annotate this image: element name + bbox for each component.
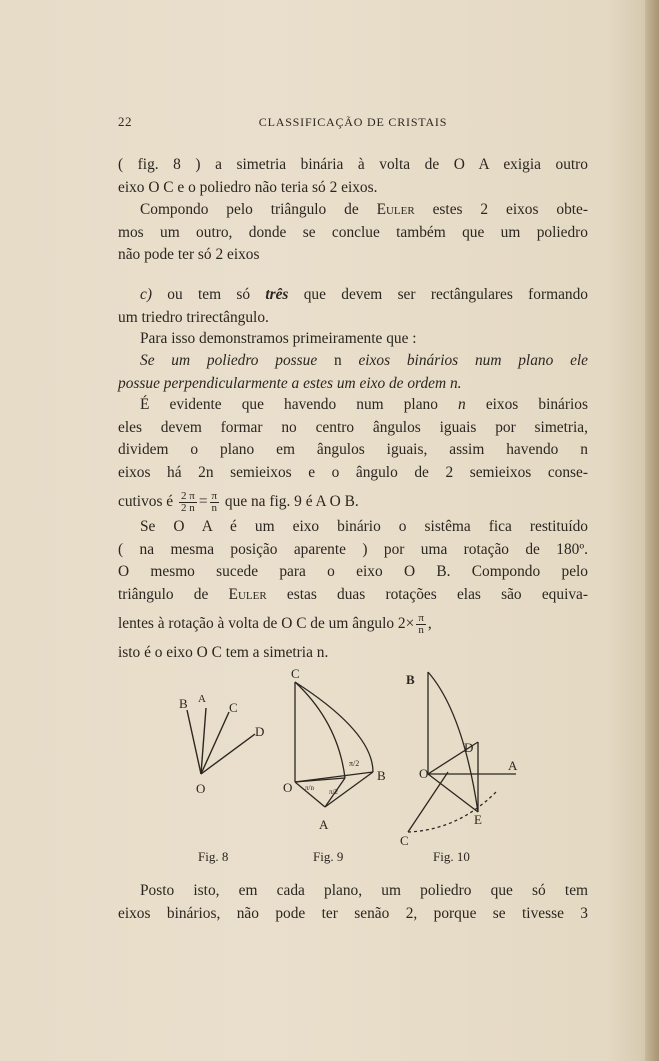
text-run: , (427, 615, 432, 632)
text-line: eixo O C e o poliedro não teria só 2 eixos. (118, 178, 378, 196)
equals-sign: = (198, 493, 208, 510)
text-run: triângulo de (118, 585, 229, 603)
text-run: estas duas rotações elas são equiva- (266, 585, 588, 603)
text-run: eixos binários num plano ele (358, 352, 589, 369)
text-line: eles devem formar no centro ângulos iguais por simetria, (118, 418, 588, 436)
paragraph-4 (118, 328, 588, 351)
caption-fig-9: Fig. 9 (313, 849, 344, 864)
paragraph-8 (118, 880, 588, 925)
fraction-pi-n: $\frac{\pi}{n}$ (211, 489, 218, 514)
text-line (118, 350, 588, 373)
running-header (118, 114, 588, 134)
text-line: isto é o eixo O C tem a simetria n. (118, 644, 329, 661)
text-line: eixos há 2n semieixos e o ângulo de 2 semieixos conse- (118, 463, 588, 481)
paragraph-2 (118, 199, 588, 267)
text-line: ( fig. 8 ) a simetria binária à volta de O A exigia outro (118, 156, 588, 173)
label-o: O (283, 780, 293, 795)
label-d: D (464, 740, 474, 755)
label-a: A (198, 693, 206, 705)
text-run: cutivos é (118, 493, 174, 510)
text-line (118, 394, 588, 417)
text-run: n (458, 396, 466, 413)
text-line: mos um outro, donde se conclue também que um poliedro (118, 223, 588, 241)
euler-name: Euler (228, 585, 267, 603)
text-run: eixos binários (465, 396, 588, 413)
text-line (118, 199, 588, 222)
fraction-2pi-2n: $\frac{2 \pi}{2 n}$ (181, 489, 195, 514)
text-line: dividem o plano em ângulos iguais, assim havendo n (118, 441, 588, 458)
page-number: 22 (118, 114, 132, 129)
label-a: A (508, 758, 518, 773)
label-angle-pi-n: π/n (305, 784, 314, 792)
label-angle-pi-2: π/2 (329, 788, 338, 796)
formula-line (118, 484, 588, 520)
text-run: lentes à rotação à volta de O C de um ângulo 2 (118, 615, 406, 632)
label-c: C (291, 666, 300, 681)
caption-fig-10: Fig. 10 (433, 849, 470, 864)
label-d: D (255, 724, 265, 739)
caption-fig-8: Fig. 8 (198, 849, 229, 864)
paragraph-6 (118, 394, 588, 520)
text-line (118, 584, 588, 607)
text-run: estes 2 eixos obte- (414, 201, 588, 218)
paragraph-3 (118, 284, 588, 329)
text-run: evidente que havendo num plano (149, 396, 459, 413)
figures-row (118, 662, 588, 872)
text-line: Posto isto, em cada plano, um poliedro que só tem (140, 882, 588, 899)
text-line: Para isso demonstramos primeiramente que : (140, 330, 417, 347)
euler-name: Euler (376, 201, 415, 218)
text-run: que devem ser rectângulares formando (288, 286, 588, 303)
figure-10-diagram (388, 662, 528, 847)
item-marker: c) (140, 286, 152, 303)
theorem-statement (118, 350, 588, 395)
label-c: C (400, 833, 409, 847)
label-a: A (319, 817, 329, 832)
text-line (118, 284, 588, 307)
text-line: ( na mesma posição aparente ) por uma rotação de 180º. (118, 540, 588, 558)
text-line: eixos binários, não pode ter senão 2, porque se tivesse 3 (118, 904, 588, 922)
text-run: Compondo pelo triângulo de (140, 201, 377, 218)
label-o: O (196, 781, 206, 796)
label-o: O (419, 766, 429, 781)
label-b: B (179, 696, 188, 711)
text-run: ou tem só (151, 286, 266, 303)
text-line: não pode ter só 2 eixos (118, 246, 260, 263)
text-line: Se O A é um eixo binário o sistêma fica restituído (140, 518, 588, 535)
text-line: possue perpendicularmente a estes um eixo de ordem n. (118, 374, 462, 392)
label-b: B (377, 768, 386, 783)
text-line: um triedro trirectângulo. (118, 308, 269, 326)
paragraph-7 (118, 516, 588, 665)
label-half-pi: π/2 (349, 759, 360, 768)
emphasis-tres: três (265, 286, 289, 303)
text-run: É (140, 396, 150, 413)
label-b: B (406, 672, 415, 687)
paragraph-1 (118, 154, 588, 199)
times-sign: × (405, 615, 415, 632)
figure-9-diagram (283, 662, 393, 837)
figure-8-diagram (173, 662, 283, 812)
formula-line (118, 606, 588, 642)
page-gutter-shadow (645, 0, 659, 1061)
running-title: CLASSIFICAÇÃO DE CRISTAIS (258, 115, 448, 129)
text-run: Se um poliedro possue (140, 352, 318, 369)
text-run: n (317, 352, 359, 369)
text-run: que na fig. 9 é A O B. (224, 493, 359, 510)
fraction-pi-n: $\frac{\pi}{n}$ (418, 611, 424, 636)
label-c: C (229, 700, 238, 715)
label-e: E (474, 812, 482, 827)
text-line: O mesmo sucede para o eixo O B. Compondo pelo (118, 563, 588, 580)
